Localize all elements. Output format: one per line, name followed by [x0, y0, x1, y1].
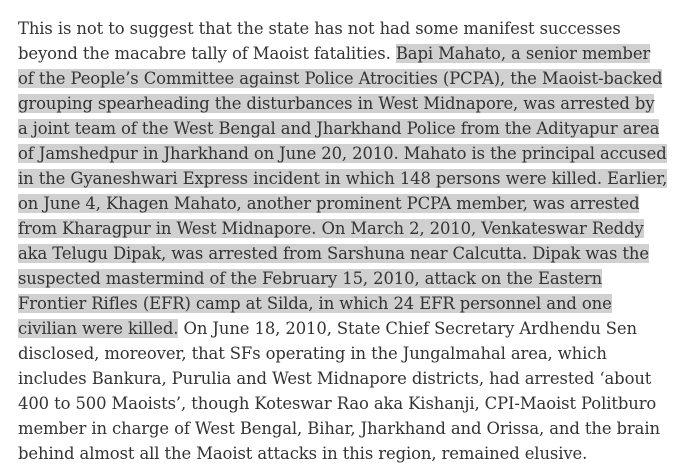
outro-text: On June 18, 2010, State Chief Secretary Ardhendu Sen disclosed, moreover, that SFs operating in the Jungalmahal area, which includes Bankura, Purulia and West Midnapore districts, had arrested ‘about 400 to 500 Maoists’, though Koteswar Rao aka Kishanji, CPI-Maoist Politburo member in charge of West Bengal, Bihar, Jharkhand and Orissa, and the brain behind almost all the Maoist attacks in this region, remained elusive. — [18, 319, 660, 463]
article-paragraph — [18, 16, 668, 466]
intro-text: This is not to suggest that the state has not had some manifest successes beyond the macabre tally of Maoist fatalities. — [18, 19, 621, 63]
highlighted-text[interactable]: Bapi Mahato, a senior member of the People’s Committee against Police Atrocities (PCPA), the Maoist-backed grouping spearheading the disturbances in West Midnapore, was arrested by a joint team of the West Bengal and Jharkhand Police from the Adityapur area of Jamshedpur in Jharkhand on June 20, 2010. Mahato is the principal accused in the Gyaneshwari Express incident in which 148 persons were killed. Earlier, on June 4, Khagen Mahato, another prominent PCPA member, was arrested from Kharagpur in West Midnapore. On March 2, 2010, Venkateswar Reddy aka Telugu Dipak, was arrested from Sarshuna near Calcutta. Dipak was the suspected mastermind of the February 15, 2010, attack on the Eastern Frontier Rifles (EFR) camp at Silda, in which 24 EFR personnel and one civilian were killed. — [18, 44, 668, 338]
